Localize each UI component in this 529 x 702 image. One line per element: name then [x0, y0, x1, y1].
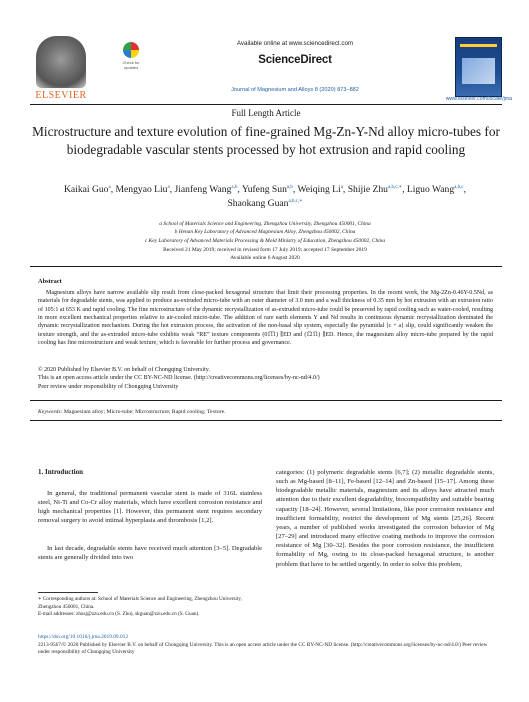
- check-updates-label: Check for updates: [122, 60, 140, 70]
- author-name[interactable]: Shijie Zhu: [347, 184, 388, 195]
- author-affiliation-marker: a,b,c,∗: [288, 198, 303, 204]
- author-name[interactable]: Mengyao Liu: [115, 184, 168, 195]
- dates: [40, 246, 490, 262]
- journal-cover-image: [455, 37, 502, 97]
- author-affiliation-marker: a: [108, 184, 111, 190]
- article-type: Full Length Article: [231, 108, 301, 118]
- author-affiliation-marker: a: [340, 184, 343, 190]
- copyright-block: [38, 366, 493, 391]
- affiliations: [40, 220, 490, 245]
- author-name[interactable]: Weiqing Li: [297, 184, 341, 195]
- intro-paragraph-1: In general, the traditional permanent vascular stent is made of 316L stainless steel, Ni-Ti and Co-Cr alloy materials, which have excellent corrosion resistance and high mechanical properties [1]. However, this permanent stent requires secondary removal surgery to avoid intimal hyperplasia and thrombosis [1,2].: [38, 490, 262, 525]
- journal-citation[interactable]: Journal of Magnesium and Alloys 8 (2020) 873–882: [231, 87, 359, 93]
- elsevier-tree-icon: [36, 36, 86, 88]
- keywords-text: Magnesium alloy; Micro-tube; Microstructure; Rapid cooling; Texture.: [63, 409, 226, 415]
- keywords-top-rule: [30, 400, 502, 401]
- abstract-heading: Abstract: [38, 278, 62, 285]
- affiliation-b: b Henan Key Laboratory of Advanced Magnesium Alloy, Zhengzhou 450002, China: [174, 229, 356, 236]
- intro-paragraph-2: In last decade, degradable stents have received much attention [3–5]. Degradable stents are generally divided into two: [38, 545, 262, 562]
- peer-review-line: Peer review under responsibility of Chongqing University: [38, 383, 179, 390]
- section-heading-introduction: 1. Introduction: [38, 468, 83, 476]
- elsevier-logo: [30, 36, 92, 104]
- keywords: [38, 409, 493, 415]
- affiliation-a: a School of Materials Science and Engineering, Zhengzhou University, Zhengzhou 450001, China: [159, 221, 371, 227]
- keywords-bottom-rule: [30, 420, 502, 421]
- header-rule: [30, 104, 502, 105]
- journal-homepage-link[interactable]: www.elsevier.com/locate/jma: [445, 96, 512, 102]
- check-for-updates-badge[interactable]: [117, 42, 145, 76]
- footnotes: [38, 596, 262, 619]
- cover-stripe: [460, 44, 497, 47]
- author-affiliation-marker: a,b: [231, 184, 238, 190]
- available-date: Available online 6 August 2020: [230, 255, 300, 262]
- author-name[interactable]: Kaikai Guo: [63, 184, 109, 195]
- article-title: Microstructure and texture evolution of fine-grained Mg-Zn-Y-Nd alloy micro-tubes for biodegradable vascular stents processed by hot extrusion and rapid cooling: [32, 124, 500, 157]
- author-name[interactable]: Shaokang Guan: [227, 198, 289, 209]
- author-name[interactable]: Liguo Wang: [406, 184, 455, 195]
- elsevier-wordmark: ELSEVIER: [35, 90, 87, 101]
- author-affiliation-marker: a,b,c: [454, 184, 464, 190]
- sciencedirect-brand: ScienceDirect: [258, 54, 332, 66]
- footnote-email[interactable]: E-mail addresses: zhusj@zzu.edu.cn (S. Zhu), skguan@zzu.edu.cn (S. Guan).: [38, 611, 200, 618]
- cover-figure: [462, 58, 495, 84]
- author-affiliation-marker: a,b,c,∗: [387, 184, 403, 190]
- author-affiliation-marker: a,b: [286, 184, 293, 190]
- keywords-label: Keywords:: [38, 409, 63, 415]
- author-affiliation-marker: a: [167, 184, 170, 190]
- legal-footer: 2213-9567/© 2020 Published by Elsevier B.V. on behalf of Chongqing University. This is an open access article under the CC BY-NC-ND license. (http://creativecommons.org/licenses/by-nc-nd/4.0/) Peer review under responsibility of Chongqing University: [38, 642, 488, 656]
- intro-paragraph-3: categories: (1) polymeric degradable stents [6,7]; (2) metallic degradable stents, such as Mg-based [8–11], Fe-based [12–14] and Zn-based [15–17]. Among these biodegradable metallic materials, magnesium and its alloys have attracted much attention due to their excellent degradability, biocompatibility and suitable bearing capacity [18–24]. However, several limitations, like poor corrosion resistance and insufficient formability, restrict the development of Mg stents [25,26]. Recent years, a number of published works investigated the corrosion behavior of Mg [27–29] and introduced many effective coating methods to improve the corrosion resistance of Mg [30–32]. Besides the poor corrosion resistance, the insufficient formability of Mg, owing to its close-packed hexagonal structure, is another problem that have to be settled urgently. In order to solve this problem,: [276, 469, 494, 568]
- author-name[interactable]: Jianfeng Wang: [174, 184, 232, 195]
- abstract-top-rule: [30, 266, 502, 267]
- available-online-line: Available online at www.sciencedirect.com: [236, 40, 354, 47]
- copyright-line: © 2020 Published by Elsevier B.V. on behalf of Chongqing University.: [38, 367, 210, 373]
- author-name[interactable]: Yufeng Sun: [241, 184, 287, 195]
- footnote-rule: [38, 592, 98, 593]
- license-line[interactable]: This is an open access article under the CC BY-NC-ND license. (http://creativecommons.org/licenses/by-nc-nd/4.0/): [38, 375, 320, 382]
- affiliation-c: c Key Laboratory of Advanced Materials Processing & Mold Ministry of Education, Zhengzhou 450002, China: [144, 237, 386, 244]
- abstract-text: Magnesium alloys have narrow available slip result from close-packed hexagonal structure that limit their processing properties. In the recent work, the Mg-2Zn-0.46Y-0.5Nd, as materials for degradable stents, was applied to produce as-extruded micro-tube with an outer diameter of 3.0 mm and a wall thickness of 0.35 mm by hot extrusion with an extrusion ratio of 105:1 at 653 K and rapid cooling. The fine microstructure of the dynamic recrystallization of as-extruded micro-tube could be preserved by rapid cooling such as water-cooled, resulting in more excellent mechanical properties relative to air-cooled micro-tube. The addition of rare earth elements Y and Nd results in continuous dynamic recrystallization dominated the dynamic recrystallization mechanism. During the hot extrusion process, the activation of the non-basal slip system, especially the pyramidal ⟨c + a⟩ slip, could significantly weaken the texture strength, and the as-extruded micro-tube exhibits weak “RE” texture components (01̅1̅1) ∥ED and (1̅21̅1) ∥ED. Hence, the magnesium alloy micro-tube prepared by the rapid cooling has fine microstructure and weak texture, which is favorable for further process and governance.: [38, 290, 493, 347]
- footnote-corresponding: ∗ Corresponding authors at: School of Materials Science and Engineering, Zhengzhou University, Zhengzhou 450001, China.: [38, 596, 242, 610]
- author-list: Kaikai Guo$^a$, Mengyao Liu$^a$, Jianfeng Wang$^{a,b}$, Yufeng Sun$^{a,b}$, Weiqing Li$^a$, Shijie Zhu$^{a,b,c,∗}$, Liguo Wang$^{a,b,c}$, Shaokang Guan$^{a,b,c,∗}$: [63, 184, 466, 209]
- received-dates: Received 21 May 2019; received in revised form 17 July 2019; accepted 17 September 2019: [163, 247, 367, 253]
- check-updates-icon: [123, 42, 139, 58]
- doi-link[interactable]: https://doi.org/10.1016/j.jma.2019.09.012: [38, 634, 129, 640]
